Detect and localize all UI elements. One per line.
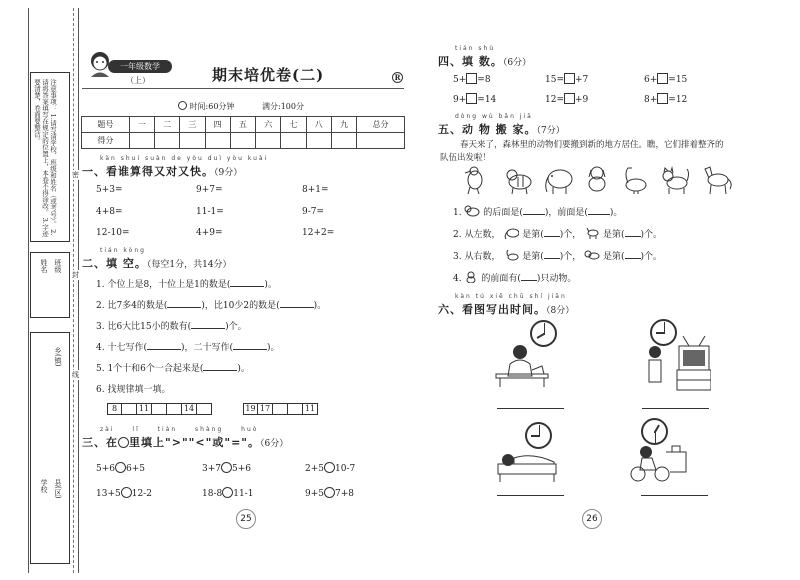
registered-mark: R <box>392 72 403 83</box>
sec4-points: （6分） <box>502 58 532 68</box>
horse-small-icon <box>584 227 600 239</box>
fill-item-4 <box>453 93 496 105</box>
q1-text-b: )。 <box>264 280 277 290</box>
sec6-points: （8分） <box>546 306 575 316</box>
compare-circle[interactable] <box>222 487 233 498</box>
horse-icon <box>700 165 734 195</box>
score-cell: 七 <box>281 117 306 133</box>
compare-item-5 <box>202 487 253 499</box>
header-rule <box>82 88 404 89</box>
clock-hand <box>654 424 660 432</box>
score-cell: 总分 <box>357 117 405 133</box>
sequence-row-1 <box>107 403 212 415</box>
fill-item-2 <box>545 73 588 85</box>
answer-blank[interactable] <box>625 250 641 259</box>
sec2-q1 <box>96 277 277 290</box>
goose-small-icon <box>503 249 519 261</box>
seq-cell[interactable] <box>167 403 182 415</box>
sec4-pinyin: tián shù <box>455 45 496 52</box>
q2-text-a: 2. 从左数， <box>453 230 501 240</box>
cmp-right: 6+5 <box>126 464 145 474</box>
q5-text-a: 5. 1个十和6个一合起来是( <box>96 364 204 374</box>
q2-text-a: 2. 比7多4的数是( <box>96 301 168 311</box>
circle-icon <box>118 437 129 448</box>
sec5-title-text: 五、动 物 搬 家。 <box>438 123 537 136</box>
student-info-box <box>30 252 70 318</box>
sec2-points: （每空1分，共14分） <box>146 260 232 270</box>
score-input[interactable] <box>256 133 281 149</box>
dog-small-icon <box>464 271 478 283</box>
dog-icon <box>584 165 610 195</box>
answer-box[interactable] <box>466 73 477 84</box>
time-answer-line[interactable] <box>641 495 708 496</box>
answer-blank[interactable] <box>523 206 545 215</box>
score-row-label: 得分 <box>82 133 130 149</box>
notice-title: 注意事项： <box>49 79 57 112</box>
q4-num: 4. <box>453 274 462 284</box>
fill-left: 6+ <box>644 75 658 85</box>
seq-cell: 11 <box>137 403 152 415</box>
q3-text-e: )个。 <box>640 252 663 262</box>
compare-item-3 <box>305 462 355 474</box>
fill-item-6 <box>644 93 687 105</box>
clock-hand <box>544 323 545 334</box>
answer-blank[interactable] <box>233 341 267 350</box>
answer-box[interactable] <box>466 93 477 104</box>
boy-cycling-icon <box>626 442 688 484</box>
score-input[interactable] <box>281 133 306 149</box>
cmp-right: 11-1 <box>233 489 254 499</box>
answer-blank[interactable] <box>521 272 537 281</box>
fill-right: =15 <box>668 75 688 85</box>
score-input[interactable] <box>306 133 331 149</box>
binding-line-outer <box>28 8 29 573</box>
seq-cell[interactable] <box>273 403 288 415</box>
score-cell: 二 <box>155 117 180 133</box>
clock-hand <box>531 435 539 437</box>
sec1-item-6: 9-7= <box>302 207 325 217</box>
q2-text-b: 是第( <box>522 230 544 240</box>
school-info-box <box>30 332 70 564</box>
seq-cell: 14 <box>182 403 197 415</box>
clock-3-icon <box>525 422 552 449</box>
goose-icon <box>620 165 648 195</box>
answer-blank[interactable] <box>167 299 201 308</box>
sec2-q5 <box>96 361 250 374</box>
school-field <box>39 479 48 493</box>
seq-cell[interactable] <box>122 403 137 415</box>
badge-pill <box>108 60 172 73</box>
answer-blank[interactable] <box>544 250 560 259</box>
answer-box[interactable] <box>564 73 575 84</box>
sec4-title-text: 四、填 数。 <box>438 55 503 68</box>
bird-icon <box>462 165 488 195</box>
answer-blank[interactable] <box>625 228 641 237</box>
fill-left: 12= <box>545 95 564 105</box>
answer-blank[interactable] <box>191 320 225 329</box>
sequence-row-2 <box>243 403 318 415</box>
sec4-title <box>438 53 531 69</box>
answer-blank[interactable] <box>280 299 314 308</box>
score-input[interactable] <box>357 133 405 149</box>
cmp-left: 18-8 <box>202 489 223 499</box>
q3-text-c: )个， <box>559 252 582 262</box>
cmp-right: 12-2 <box>131 489 152 499</box>
name-label: 姓名 <box>40 259 48 273</box>
seq-cell[interactable] <box>197 403 212 415</box>
score-input[interactable] <box>331 133 356 149</box>
score-cell: 一 <box>129 117 154 133</box>
q4-text-b: )，二十写作( <box>180 343 233 353</box>
sec1-item-4: 4+8= <box>96 207 123 217</box>
compare-circle[interactable] <box>324 462 335 473</box>
sec5-pinyin: dòng wù bān jiā <box>455 113 533 120</box>
q5-text-b: )。 <box>237 364 250 374</box>
fill-right: =12 <box>668 95 688 105</box>
tiger-icon <box>504 165 534 195</box>
sec2-q2 <box>96 298 326 311</box>
cmp-left: 3+7 <box>202 464 221 474</box>
notice-line-2: 2.请将答案填写在规定的位置上，本卷不得涂改。 <box>41 79 57 236</box>
compare-item-1 <box>96 462 145 474</box>
fill-left: 9+ <box>453 95 467 105</box>
q2-text-b: )，比10少2的数是( <box>201 301 280 311</box>
sec1-item-5: 11-1= <box>196 207 224 217</box>
school-label: 学校 <box>40 479 48 493</box>
header-badge <box>82 50 174 90</box>
clock-4-icon <box>641 418 668 445</box>
sec5-q2 <box>453 227 662 240</box>
cmp-left: 13+5 <box>96 489 121 499</box>
cmp-right: 5+6 <box>232 464 251 474</box>
badge-main-text: 一年级数学 <box>120 62 160 71</box>
clock-hand <box>539 425 540 436</box>
cmp-right: 7+8 <box>335 489 354 499</box>
tiger-small-icon <box>464 205 480 217</box>
town-label: 乡(镇) <box>54 347 62 367</box>
sec3-points: （6分） <box>260 439 289 449</box>
county-field <box>53 479 62 498</box>
time-label: 时间:60分钟 <box>189 102 235 111</box>
answer-blank[interactable] <box>544 228 560 237</box>
q2-text-c: )。 <box>313 301 327 311</box>
sec1-item-1: 5+3= <box>96 185 123 195</box>
clock-hand <box>536 333 544 339</box>
sec2-q3 <box>96 319 247 332</box>
seq-cell[interactable] <box>152 403 167 415</box>
sec6-title-text: 六、看图写出时间。 <box>438 303 546 316</box>
cmp-right: 10-7 <box>335 464 356 474</box>
sec2-q4 <box>96 340 280 353</box>
score-table-header-row <box>82 117 405 133</box>
q3-text-d: 是第( <box>602 252 625 262</box>
elephant-small-icon <box>503 227 519 239</box>
fill-right: +7 <box>575 75 589 85</box>
sec1-item-7: 12-10= <box>96 228 130 238</box>
score-cell: 八 <box>306 117 331 133</box>
score-cell: 三 <box>180 117 205 133</box>
binding-line-inner <box>78 8 79 573</box>
cat-small-icon <box>584 249 600 261</box>
clock-hand <box>664 322 665 333</box>
compare-circle[interactable] <box>221 462 232 473</box>
q1-text-a: 1. 个位上是8，十位上是1的数是( <box>96 280 231 290</box>
sec5-points: （7分） <box>536 126 565 136</box>
score-input[interactable] <box>205 133 230 149</box>
seq-cell: 11 <box>303 403 318 415</box>
fill-left: 5+ <box>453 75 467 85</box>
sec2-title-text: 二、填 空。 <box>82 257 147 270</box>
sec3-title-a: 三、在 <box>82 436 118 449</box>
score-input[interactable] <box>155 133 180 149</box>
page-title: 期末培优卷(二) <box>212 66 325 84</box>
seq-cell: 17 <box>258 403 273 415</box>
answer-blank[interactable] <box>203 362 237 371</box>
sec2-pinyin: tián kòng <box>100 247 146 254</box>
clock-hand <box>655 432 656 443</box>
q3-text-b: 是第( <box>522 252 544 262</box>
fill-item-3 <box>644 73 687 85</box>
boy-writing-icon <box>492 340 552 388</box>
sec6-pinyin: kàn tú xiě chū shí jiān <box>455 293 567 300</box>
clock-icon <box>178 101 187 110</box>
sec2-q6: 6. 找规律填一填。 <box>96 385 171 395</box>
animal-parade <box>462 165 737 197</box>
score-table <box>81 116 405 149</box>
compare-item-6 <box>305 487 354 499</box>
sec1-points: （9分） <box>214 168 243 178</box>
town-field <box>53 347 62 366</box>
q1-num: 1. <box>453 208 462 218</box>
elephant-icon <box>542 165 574 195</box>
fill-right: +9 <box>575 95 589 105</box>
time-answer-line[interactable] <box>497 495 564 496</box>
time-answer-line[interactable] <box>497 408 564 409</box>
time-info <box>178 101 234 112</box>
score-total-label: 满分:100分 <box>262 102 304 111</box>
sec1-title <box>82 163 242 179</box>
sec3-title-b: 里填上">""<"或"="。 <box>129 436 261 449</box>
score-cell: 题号 <box>82 117 130 133</box>
seq-cell: 19 <box>243 403 258 415</box>
class-field <box>53 259 62 273</box>
compare-item-4 <box>96 487 152 499</box>
name-field <box>39 259 48 273</box>
sec5-intro-2: 队伍出发啦！ <box>440 153 492 163</box>
sec1-title-text: 一、看谁算得又对又快。 <box>82 165 214 178</box>
sec5-q4 <box>453 271 576 284</box>
answer-box[interactable] <box>657 93 668 104</box>
sec5-q3 <box>453 249 662 262</box>
answer-blank[interactable] <box>147 341 181 350</box>
county-label: 县(区) <box>54 479 62 499</box>
answer-blank[interactable] <box>230 278 264 287</box>
q4-text-a: 4. 十七写作( <box>96 343 147 353</box>
sec5-title <box>438 121 565 137</box>
sec5-q1 <box>453 205 622 218</box>
q1-text-d: )。 <box>609 208 623 218</box>
cut-mark-1: 密 <box>72 171 79 179</box>
notice-line-3: 3.字迹要清楚，卷面要整洁。 <box>33 79 49 237</box>
cmp-left: 2+5 <box>305 464 324 474</box>
fill-left: 8+ <box>644 95 658 105</box>
sec1-item-9: 12+2= <box>302 228 335 238</box>
score-input[interactable] <box>129 133 154 149</box>
fill-right: =14 <box>477 95 497 105</box>
score-input[interactable] <box>230 133 255 149</box>
binding-line-cut <box>73 8 74 573</box>
score-cell: 四 <box>205 117 230 133</box>
score-cell: 九 <box>331 117 356 133</box>
q3-text-a: 3. 从右数， <box>453 252 501 262</box>
sec1-item-8: 4+9= <box>196 228 223 238</box>
compare-circle[interactable] <box>121 487 132 498</box>
notice-line-1: 1.请写清学校、班级和姓名（或考号）。 <box>49 113 57 228</box>
compare-circle[interactable] <box>324 487 335 498</box>
cut-mark-2: 封 <box>72 271 79 279</box>
sec2-title <box>82 255 232 271</box>
sec6-title <box>438 301 574 317</box>
cmp-left: 5+6 <box>96 464 115 474</box>
answer-box[interactable] <box>657 73 668 84</box>
score-input[interactable] <box>180 133 205 149</box>
sec5-intro-1: 春天来了，森林里的动物们要搬到新的地方居住。瞧，它们排着整齐的 <box>460 140 724 150</box>
class-label: 班级 <box>54 259 62 273</box>
answer-box[interactable] <box>564 93 575 104</box>
sec1-pinyin: kàn shuí suàn de yòu duì yòu kuài <box>100 155 269 162</box>
seq-cell[interactable] <box>288 403 303 415</box>
compare-item-2 <box>202 462 251 474</box>
sec3-pinyin: zài lǐ tián shàng huò <box>100 426 259 433</box>
sec1-item-2: 9+7= <box>196 185 223 195</box>
fill-item-5 <box>545 93 588 105</box>
score-cell: 六 <box>256 117 281 133</box>
q2-text-c: )个， <box>559 230 582 240</box>
sleeping-boy-icon <box>496 448 558 484</box>
cmp-left: 9+5 <box>305 489 324 499</box>
tv-watching-icon <box>643 332 711 392</box>
q3-text-a: 3. 比6大比15小的数有( <box>96 322 192 332</box>
compare-circle[interactable] <box>115 462 126 473</box>
cat-icon <box>660 165 690 195</box>
q2-text-e: )个。 <box>640 230 663 240</box>
q4-text-c: )。 <box>267 343 280 353</box>
time-answer-line[interactable] <box>642 408 709 409</box>
fill-left: 15= <box>545 75 564 85</box>
q2-text-d: 是第( <box>602 230 625 240</box>
page-number-left: 25 <box>236 509 256 529</box>
fill-right: =8 <box>477 75 491 85</box>
fill-item-1 <box>453 73 491 85</box>
score-cell: 五 <box>230 117 255 133</box>
page-number-right: 26 <box>582 509 602 529</box>
answer-blank[interactable] <box>588 206 610 215</box>
notice-box <box>30 72 70 242</box>
q4-text-b: 的前面有( <box>481 274 521 284</box>
badge-sub: （上） <box>126 76 150 85</box>
seq-cell: 8 <box>107 403 122 415</box>
notice-text <box>33 79 57 239</box>
q4-text-c: )只动物。 <box>536 274 577 284</box>
q1-text-b: 的后面是( <box>483 208 523 218</box>
q3-text-b: )个。 <box>225 322 247 332</box>
q1-text-c: )，前面是( <box>544 208 588 218</box>
score-table-input-row <box>82 133 405 149</box>
cut-mark-3: 线 <box>72 371 79 379</box>
sec3-title <box>82 434 288 450</box>
sec1-item-3: 8+1= <box>302 185 329 195</box>
